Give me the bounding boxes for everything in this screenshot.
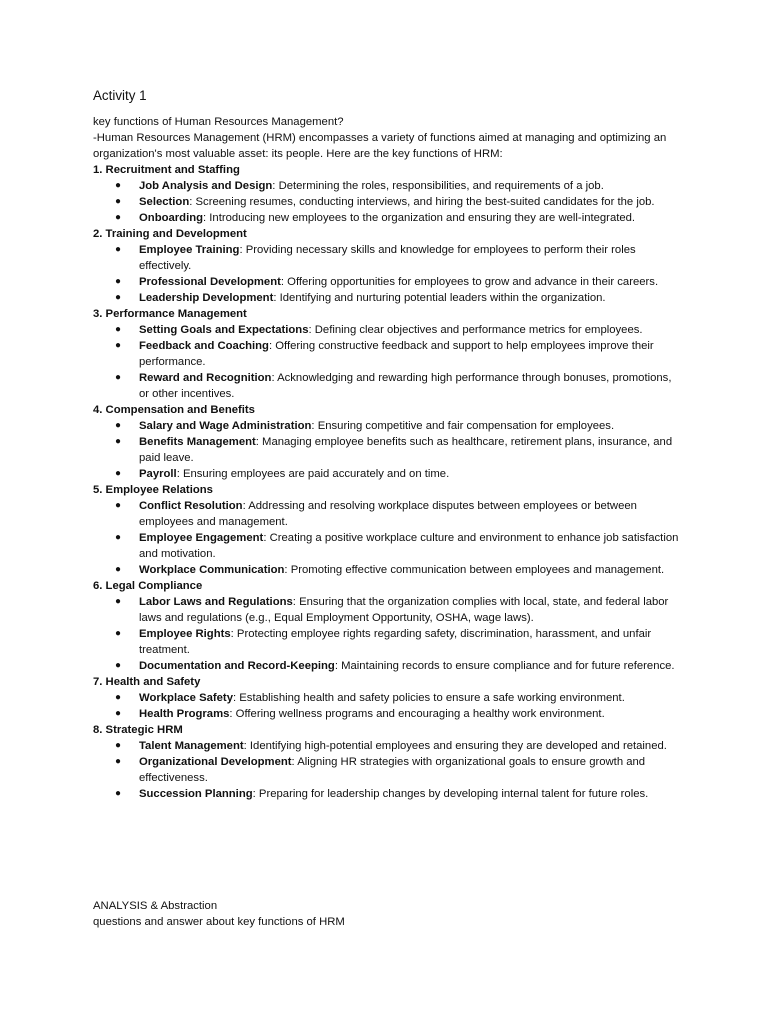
section — [93, 226, 683, 306]
bullet-icon: ● — [115, 740, 122, 751]
list-item — [93, 738, 683, 754]
activity-title: Activity 1 — [93, 88, 147, 103]
item-term: Workplace Communication — [139, 564, 285, 576]
item-term: Payroll — [139, 468, 177, 480]
section-heading: 1. Recruitment and Staffing — [93, 164, 240, 176]
item-description: : Offering opportunities for employees to grow and advance in their careers. — [280, 276, 659, 288]
item-term: Succession Planning — [139, 788, 253, 800]
analysis-text: questions and answer about key functions of HRM — [93, 916, 345, 928]
section-heading: 4. Compensation and Benefits — [93, 404, 255, 416]
item-description: : Identifying high-potential employees and ensuring they are developed and retained. — [243, 740, 667, 752]
bullet-list — [93, 690, 683, 722]
item-term: Workplace Safety — [139, 692, 233, 704]
item-description: : Introducing new employees to the organization and ensuring they are well-integrated. — [203, 212, 636, 224]
item-term: Selection — [139, 196, 190, 208]
item-description: : Screening resumes, conducting interviews, and hiring the best-suited candidates for the job. — [189, 196, 655, 208]
bullet-list — [93, 178, 683, 226]
list-item — [93, 194, 683, 210]
item-term: Employee Rights — [139, 628, 231, 640]
item-term: Employee Engagement — [139, 532, 264, 544]
list-item — [93, 290, 683, 306]
list-item — [93, 242, 683, 274]
intro-paragraph: -Human Resources Management (HRM) encompasses a variety of functions aimed at managing and optimizing an organization's most valuable asset: its people. Here are the key functions of HRM: — [93, 132, 667, 160]
item-description: : Ensuring that the organization complies with local, state, and federal labor laws and regulations (e.g., Equal Employment Opportunity, OSHA, wage laws). — [139, 596, 669, 624]
list-item — [93, 274, 683, 290]
section-heading: 7. Health and Safety — [93, 676, 201, 688]
bullet-list — [93, 322, 683, 402]
section-heading: 5. Employee Relations — [93, 484, 213, 496]
document-body — [93, 114, 683, 802]
sections-list — [93, 162, 683, 802]
list-item — [93, 322, 683, 338]
item-term: Salary and Wage Administration — [139, 420, 312, 432]
list-item — [93, 418, 683, 434]
bullet-icon: ● — [115, 532, 122, 543]
section-heading: 3. Performance Management — [93, 308, 247, 320]
list-item — [93, 178, 683, 194]
bullet-icon: ● — [115, 756, 122, 767]
section — [93, 578, 683, 674]
section — [93, 162, 683, 226]
bullet-icon: ● — [115, 500, 122, 511]
section — [93, 402, 683, 482]
item-description: : Offering constructive feedback and support to help employees improve their performance. — [139, 340, 654, 368]
bullet-icon: ● — [115, 276, 122, 287]
item-term: Benefits Management — [139, 436, 256, 448]
list-item — [93, 690, 683, 706]
item-description: : Defining clear objectives and performance metrics for employees. — [308, 324, 643, 336]
section-heading: 8. Strategic HRM — [93, 724, 183, 736]
item-description: : Determining the roles, responsibilities, and requirements of a job. — [272, 180, 604, 192]
bullet-icon: ● — [115, 788, 122, 799]
item-description: : Providing necessary skills and knowledge for employees to perform their roles effectively. — [139, 244, 636, 272]
bullet-list — [93, 242, 683, 306]
item-term: Setting Goals and Expectations — [139, 324, 309, 336]
item-term: Onboarding — [139, 212, 204, 224]
item-description: : Protecting employee rights regarding safety, discrimination, harassment, and unfair treatment. — [139, 628, 652, 656]
list-item — [93, 626, 683, 658]
bullet-icon: ● — [115, 660, 122, 671]
list-item — [93, 754, 683, 786]
bullet-icon: ● — [115, 180, 122, 191]
bullet-icon: ● — [115, 420, 122, 431]
section — [93, 722, 683, 802]
bullet-icon: ● — [115, 324, 122, 335]
bullet-icon: ● — [115, 372, 122, 383]
list-item — [93, 530, 683, 562]
item-term: Leadership Development — [139, 292, 274, 304]
bullet-list — [93, 498, 683, 578]
item-description: : Identifying and nurturing potential leaders within the organization. — [273, 292, 606, 304]
item-description: : Promoting effective communication between employees and management. — [284, 564, 665, 576]
item-description: : Maintaining records to ensure compliance and for future reference. — [334, 660, 675, 672]
item-description: : Managing employee benefits such as healthcare, retirement plans, insurance, and paid leave. — [139, 436, 673, 464]
list-item — [93, 562, 683, 578]
section — [93, 674, 683, 722]
bullet-icon: ● — [115, 708, 122, 719]
item-term: Health Programs — [139, 708, 230, 720]
bullet-icon: ● — [115, 244, 122, 255]
item-term: Labor Laws and Regulations — [139, 596, 293, 608]
bullet-icon: ● — [115, 692, 122, 703]
item-description: : Ensuring employees are paid accurately and on time. — [176, 468, 450, 480]
item-description: : Ensuring competitive and fair compensation for employees. — [311, 420, 615, 432]
item-term: Job Analysis and Design — [139, 180, 273, 192]
list-item — [93, 498, 683, 530]
list-item — [93, 466, 683, 482]
item-term: Employee Training — [139, 244, 240, 256]
bullet-list — [93, 738, 683, 802]
section — [93, 482, 683, 578]
item-term: Reward and Recognition — [139, 372, 272, 384]
item-description: : Addressing and resolving workplace disputes between employees or between employees and management. — [139, 500, 637, 528]
question-line: key functions of Human Resources Management? — [93, 116, 344, 128]
bullet-icon: ● — [115, 564, 122, 575]
bullet-list — [93, 418, 683, 482]
section — [93, 306, 683, 402]
item-description: : Creating a positive workplace culture and environment to enhance job satisfaction and motivation. — [139, 532, 679, 560]
list-item — [93, 786, 683, 802]
list-item — [93, 338, 683, 370]
item-description: : Aligning HR strategies with organizational goals to ensure growth and effectiveness. — [139, 756, 646, 784]
bullet-icon: ● — [115, 196, 122, 207]
bullet-icon: ● — [115, 212, 122, 223]
bullet-icon: ● — [115, 468, 122, 479]
bullet-icon: ● — [115, 436, 122, 447]
item-term: Organizational Development — [139, 756, 292, 768]
item-term: Feedback and Coaching — [139, 340, 269, 352]
list-item — [93, 370, 683, 402]
item-description: : Acknowledging and rewarding high performance through bonuses, promotions, or other incentives. — [139, 372, 672, 400]
bullet-icon: ● — [115, 340, 122, 351]
bullet-icon: ● — [115, 596, 122, 607]
item-term: Professional Development — [139, 276, 281, 288]
list-item — [93, 658, 683, 674]
section-heading: 6. Legal Compliance — [93, 580, 203, 592]
item-term: Talent Management — [139, 740, 244, 752]
list-item — [93, 594, 683, 626]
item-term: Documentation and Record-Keeping — [139, 660, 335, 672]
bullet-icon: ● — [115, 292, 122, 303]
bullet-icon: ● — [115, 628, 122, 639]
item-description: : Offering wellness programs and encouraging a healthy work environment. — [229, 708, 605, 720]
analysis-heading: ANALYSIS & Abstraction — [93, 900, 218, 912]
bullet-list — [93, 594, 683, 674]
item-description: : Establishing health and safety policies to ensure a safe working environment. — [232, 692, 625, 704]
item-description: : Preparing for leadership changes by developing internal talent for future roles. — [252, 788, 649, 800]
analysis-block — [93, 898, 683, 930]
list-item — [93, 434, 683, 466]
item-term: Conflict Resolution — [139, 500, 243, 512]
section-heading: 2. Training and Development — [93, 228, 247, 240]
list-item — [93, 210, 683, 226]
list-item — [93, 706, 683, 722]
